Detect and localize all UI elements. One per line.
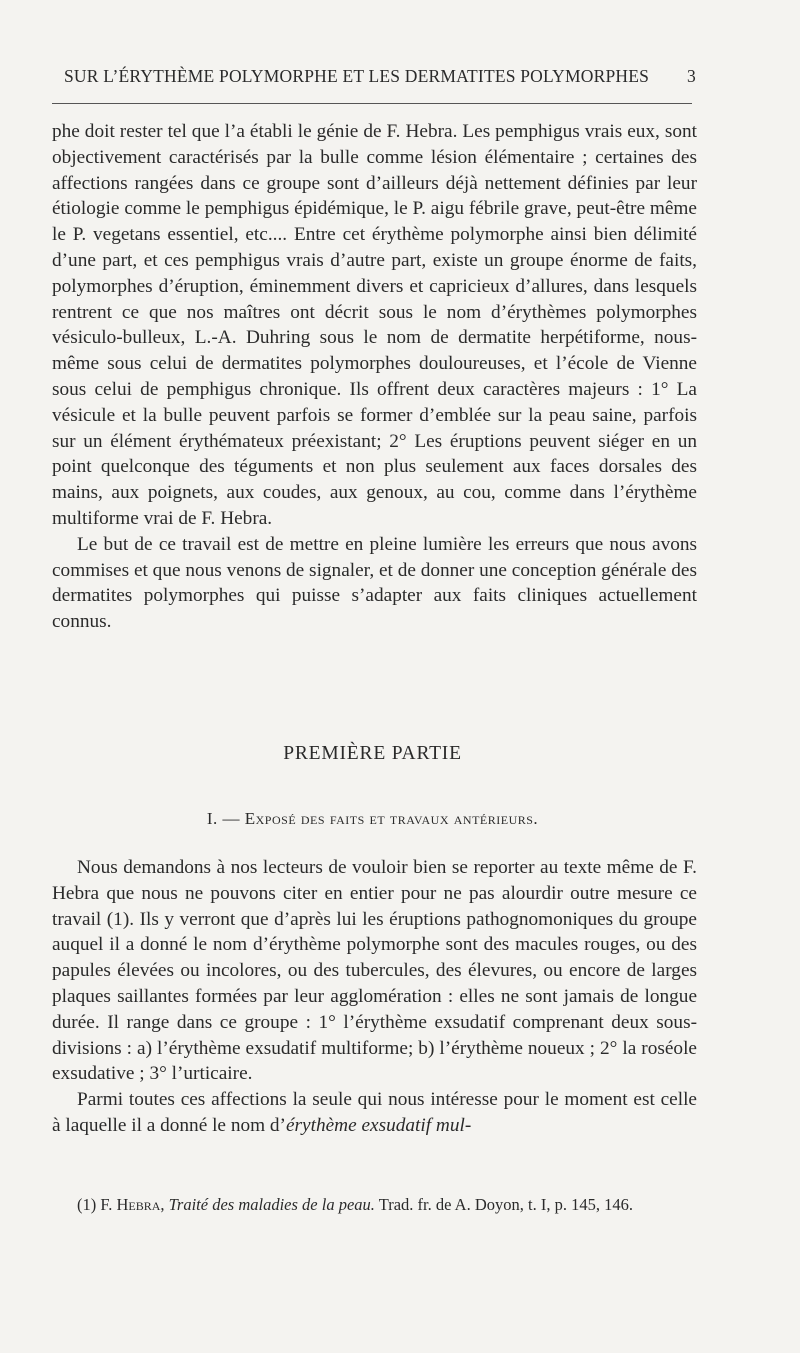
footnote: [52, 1194, 697, 1215]
intro-text: [52, 119, 697, 635]
running-title: SUR L’ÉRYTHÈME POLYMORPHE ET LES DERMATITES POLYMORPHES: [64, 66, 650, 86]
page-number: 3: [687, 66, 696, 86]
italic-term: érythème exsudatif mul-: [285, 1114, 472, 1136]
section-title: [0, 809, 745, 829]
main-text: [52, 855, 697, 1139]
footnote-author: Hebra,: [116, 1195, 165, 1214]
paragraph: phe doit rester tel que l’a établi le génie de F. Hebra. Les pemphigus vrais eux, sont objectivement caractérisés par la bulle comme lésion élémentaire ; certaines des affections rangées dans ce groupe sont d’ailleurs déjà nettement définies par leur étiologie comme le pemphigus épidémique, le P. aigu fébrile grave, peut-être même le P. vegetans essentiel, etc.... Entre cet érythème polymorphe ainsi bien délimité d’une part, et ces pemphigus vrais d’autre part, existe un groupe énorme de faits, polymorphes d’éruption, éminemment divers et capricieux d’allures, dans lesquels rentrent ce que nos maîtres ont décrit sous le nom d’érythèmes polymorphes vésiculo-bulleux, L.-A. Duhring sous le nom de dermatite herpétiforme, nous-même sous celui de dermatites polymorphes douloureuses, et l’école de Vienne sous celui de pemphigus chronique. Ils offrent deux caractères majeurs : 1° La vésicule et la bulle peuvent parfois se former d’emblée sur la peau saine, parfois sur un élément érythémateux préexistant; 2° Les éruptions peuvent siéger en un point quelconque des téguments et non plus seulement aux faces dorsales des mains, aux poignets, aux coudes, aux genoux, au cou, comme dans l’érythème multiforme vrai de F. Hebra.: [52, 121, 697, 529]
paragraph: Nous demandons à nos lecteurs de vouloir bien se reporter au texte même de F. Hebra que nous ne pouvons citer en entier pour ne pas alourdir outre mesure ce travail (1). Ils y verront que d’après lui les éruptions pathognomoniques du groupe auquel il a donné le nom d’érythème polymorphe sont des macules rouges, ou des papules élevées ou incolores, ou des tubercules, des élevures, ou encore de larges plaques saillantes formées par leur agglomération : elles ne sont jamais de longue durée. Il range dans ce groupe : 1° l’érythème exsudatif comprenant deux sous-divisions : a) l’érythème exsudatif multiforme; b) l’érythème noueux ; 2° la roséole exsudative ; 3° l’urticaire.: [52, 857, 697, 1085]
section-heading-text: Exposé des faits et travaux antérieurs.: [244, 809, 539, 828]
footnote-marker: (1) F.: [77, 1195, 117, 1214]
header-rule: [52, 103, 692, 104]
paragraph-text: Parmi toutes ces affections la seule qui nous intéresse pour le moment est celle à laquelle il a donné le nom d’: [52, 1089, 697, 1136]
part-title: PREMIÈRE PARTIE: [283, 743, 462, 764]
paragraph: Le but de ce travail est de mettre en pleine lumière les erreurs que nous avons commises et que nous venons de signaler, et de donner une conception générale des dermatites polymorphes qui puisse s’adapter aux faits cliniques actuellement connus.: [52, 533, 697, 633]
footnote-title: Traité des maladies de la peau.: [168, 1195, 375, 1214]
paragraph: [52, 1087, 697, 1139]
section-numeral: I. —: [206, 809, 245, 828]
footnote-rest: Trad. fr. de A. Doyon, t. I, p. 145, 146.: [378, 1195, 633, 1214]
running-head: [56, 66, 696, 92]
